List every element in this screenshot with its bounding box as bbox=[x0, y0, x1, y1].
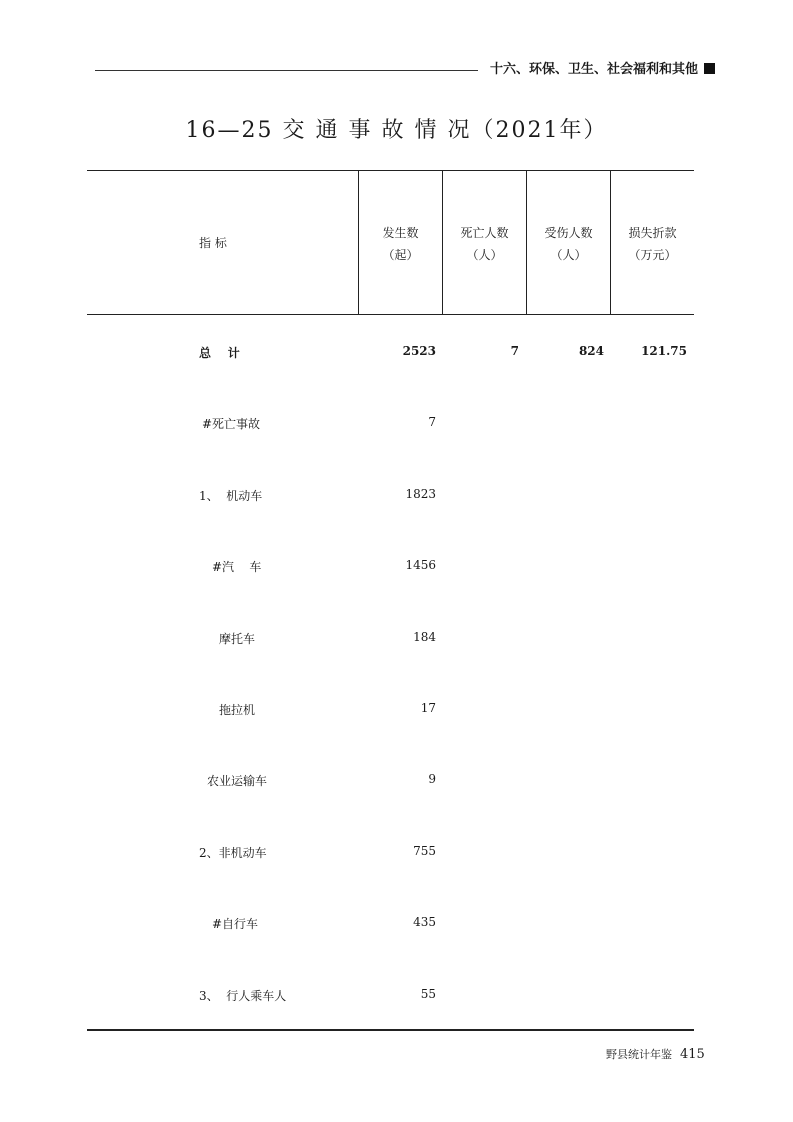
table-row bbox=[0, 487, 793, 507]
column-header-deaths bbox=[443, 222, 526, 266]
cell-deaths: 7 bbox=[510, 344, 519, 358]
running-header bbox=[490, 58, 715, 77]
cell-injuries: 824 bbox=[578, 344, 604, 358]
cell-loss: 121.75 bbox=[641, 344, 687, 358]
row-label: 农业运输车 bbox=[207, 774, 268, 788]
column-header-line1: 损失折款 bbox=[628, 226, 677, 240]
table-header-rule bbox=[87, 314, 694, 315]
table-row-total bbox=[0, 344, 793, 364]
table-row bbox=[0, 987, 793, 1007]
indicator-header: 指 标 bbox=[199, 236, 227, 250]
row-label: 2、非机动车 bbox=[199, 846, 267, 860]
cell-occurrences: 1823 bbox=[405, 487, 436, 501]
table-row bbox=[0, 558, 793, 578]
table-row bbox=[0, 772, 793, 792]
cell-occurrences: 9 bbox=[428, 772, 436, 786]
cell-occurrences: 755 bbox=[413, 844, 436, 858]
table-row bbox=[0, 701, 793, 721]
table-row bbox=[0, 844, 793, 864]
row-label: #自行车 bbox=[212, 917, 259, 931]
cell-occurrences: 7 bbox=[428, 415, 436, 429]
table-row bbox=[0, 415, 793, 435]
book-name: 野县统计年鉴 bbox=[606, 1048, 672, 1061]
table-bottom-rule bbox=[87, 1029, 694, 1031]
header-rule bbox=[95, 70, 478, 71]
cell-occurrences: 17 bbox=[420, 701, 436, 715]
column-header-line1: 发生数 bbox=[382, 226, 419, 240]
cell-occurrences: 2523 bbox=[402, 344, 436, 358]
row-label: 1、 机动车 bbox=[199, 489, 263, 503]
table-top-rule bbox=[87, 170, 694, 171]
black-square-icon bbox=[704, 63, 715, 74]
column-header-line1: 受伤人数 bbox=[544, 226, 593, 240]
column-header-loss bbox=[611, 222, 694, 266]
cell-occurrences: 1456 bbox=[405, 558, 436, 572]
column-header-injuries bbox=[527, 222, 610, 266]
column-header-unit: （万元） bbox=[628, 248, 677, 262]
row-label: 拖拉机 bbox=[219, 703, 256, 717]
row-label: 3、 行人乘车人 bbox=[199, 989, 287, 1003]
cell-occurrences: 435 bbox=[413, 915, 436, 929]
row-label: 总 计 bbox=[199, 346, 240, 360]
cell-occurrences: 184 bbox=[413, 630, 436, 644]
row-label: #死亡事故 bbox=[202, 417, 261, 431]
row-label: 摩托车 bbox=[219, 632, 256, 646]
column-header-line1: 死亡人数 bbox=[460, 226, 509, 240]
table-row bbox=[0, 630, 793, 650]
row-label: #汽 车 bbox=[212, 560, 262, 574]
page-number: 415 bbox=[680, 1047, 705, 1062]
page-footer bbox=[606, 1046, 705, 1062]
column-header-occurrences bbox=[359, 222, 442, 266]
cell-occurrences: 55 bbox=[420, 987, 436, 1001]
column-header-unit: （人） bbox=[466, 248, 503, 262]
table-row bbox=[0, 915, 793, 935]
column-header-unit: （人） bbox=[550, 248, 587, 262]
column-header-unit: （起） bbox=[382, 248, 419, 262]
running-header-text: 十六、环保、卫生、社会福利和其他 bbox=[490, 62, 699, 77]
page-title: 16—25 交 通 事 故 情 况（2021年） bbox=[185, 118, 608, 143]
